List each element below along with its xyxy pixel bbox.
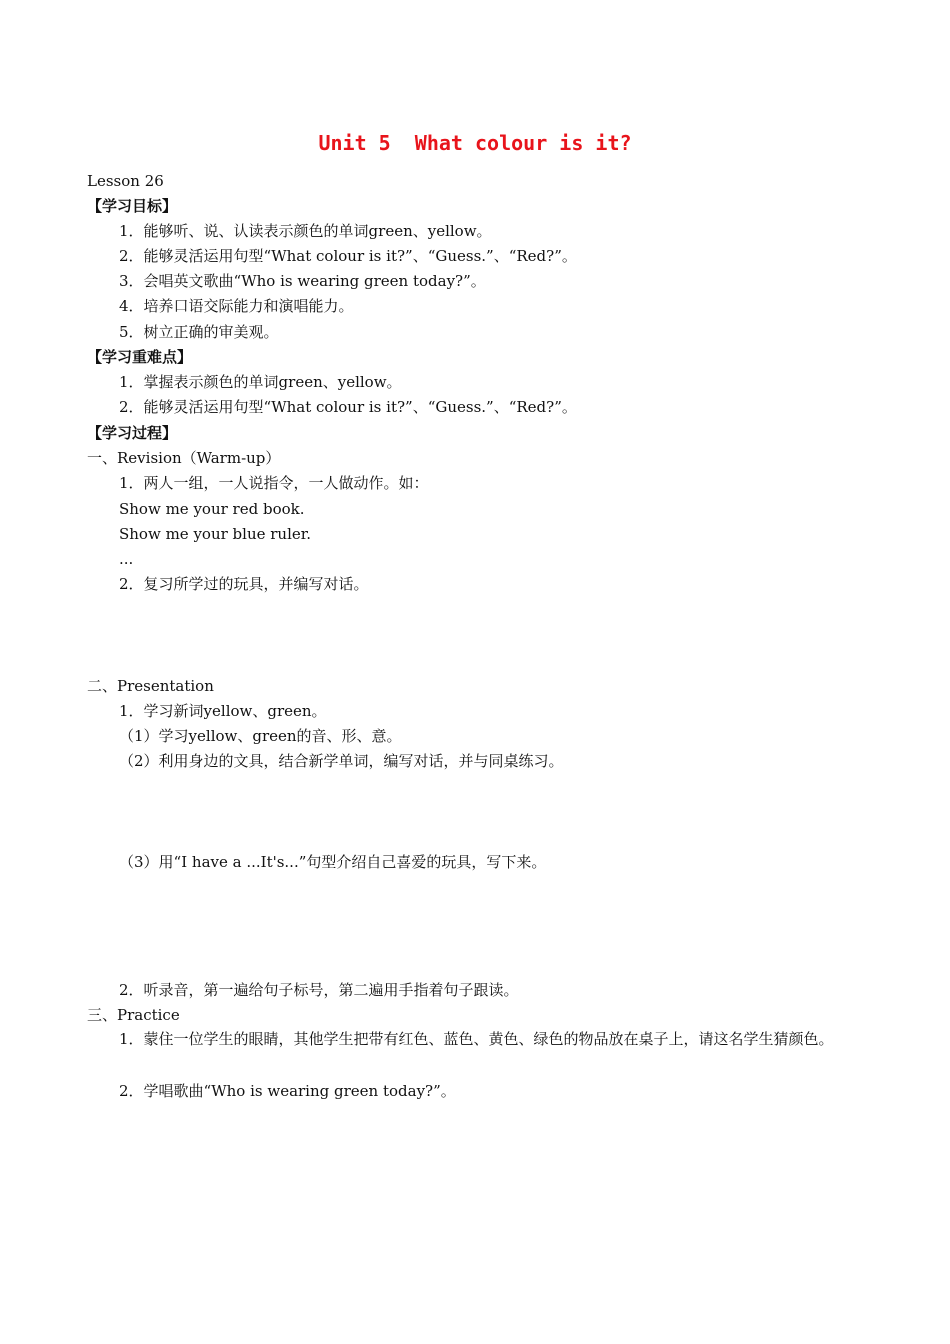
presentation-subitem: （3）用“I have a ...It's...”句型介绍自己喜爱的玩具，写下来。 (119, 853, 547, 871)
goal-item: 5．树立正确的审美观。 (119, 323, 279, 341)
section-title-revision: 一、Revision（Warm-up） (87, 449, 281, 467)
key-point-item: 1．掌握表示颜色的单词green、yellow。 (119, 373, 402, 391)
process-heading: 【学习过程】 (87, 424, 178, 442)
practice-item: 2．学唱歌曲“Who is wearing green today?”。 (119, 1082, 456, 1100)
presentation-subitem: （1）学习yellow、green的音、形、意。 (119, 727, 402, 745)
page-title: Unit 5 What colour is it? (318, 131, 632, 155)
presentation-item: 2．听录音，第一遍给句子标号，第二遍用手指着句子跟读。 (119, 981, 519, 999)
revision-example: Show me your blue ruler. (119, 525, 312, 543)
presentation-subitem: （2）利用身边的文具，结合新学单词，编写对话，并与同桌练习。 (119, 752, 564, 770)
goal-item: 4．培养口语交际能力和演唱能力。 (119, 297, 354, 315)
revision-ellipsis: ... (119, 550, 134, 568)
lesson-label: Lesson 26 (87, 172, 164, 190)
goals-heading: 【学习目标】 (87, 197, 178, 215)
key-points-heading: 【学习重难点】 (87, 348, 193, 366)
goal-item: 2．能够灵活运用句型“What colour is it?”、“Guess.”、“Red?”。 (119, 247, 577, 265)
revision-item: 2．复习所学过的玩具，并编写对话。 (119, 575, 369, 593)
presentation-item: 1．学习新词yellow、green。 (119, 702, 327, 720)
goal-item: 1．能够听、说、认读表示颜色的单词green、yellow。 (119, 222, 492, 240)
section-title-presentation: 二、Presentation (87, 677, 214, 695)
key-point-item: 2．能够灵活运用句型“What colour is it?”、“Guess.”、“Red?”。 (119, 398, 577, 416)
practice-item: 1．蒙住一位学生的眼睛，其他学生把带有红色、蓝色、黄色、绿色的物品放在桌子上，请这名学生猜颜色。 (119, 1030, 834, 1048)
goal-item: 3．会唱英文歌曲“Who is wearing green today?”。 (119, 272, 486, 290)
section-title-practice: 三、Practice (87, 1006, 180, 1024)
revision-item: 1．两人一组，一人说指令，一人做动作。如： (119, 474, 429, 492)
revision-example: Show me your red book. (119, 500, 305, 518)
